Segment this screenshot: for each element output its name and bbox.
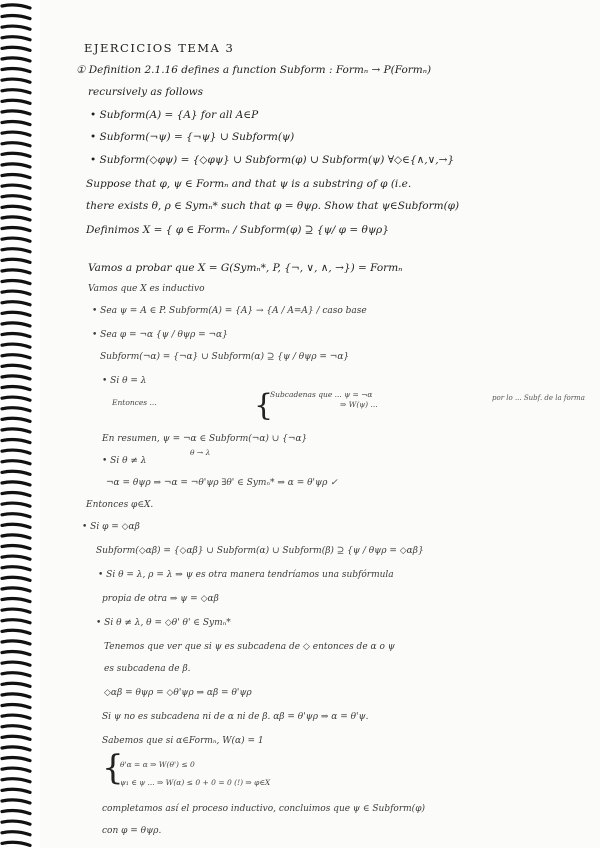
line-16: En resumen, ψ = ¬α ∈ Subform(¬α) ∪ {¬α} [102,434,308,444]
spiral-binding [0,0,36,848]
line-1: ① Definition 2.1.16 defines a function Subform : Formₙ → P(Formₙ) [76,64,432,76]
line-26: es subcadena de β. [104,664,191,674]
line-25: Tenemos que ver que si ψ es subcadena de ◇ entonces de α o ψ [104,642,395,652]
line-20: • Si φ = ◇αβ [82,522,140,532]
line-19: Entonces φ∈X. [86,500,154,510]
line-17: • Si θ ≠ λ [102,456,147,466]
line-18: ¬α = θψρ ⇒ ¬α = ¬θ'ψρ ∃θ' ∈ Symₙ* ⇒ α = θ'ψρ ✓ [106,478,338,488]
line-28: Si ψ no es subcadena ni de α ni de β. αβ = θ'ψρ ⇒ α = θ'ψ. [102,712,369,722]
note-psi: Subcadenas que ... ψ = ¬α [270,390,373,399]
line-11: • Sea ψ = A ∈ P. Subform(A) = {A} → {A / A=A} / caso base [92,306,367,316]
line-10: Vamos que X es inductivo [88,284,205,294]
line-7: there exists θ, ρ ∈ Symₙ* such that φ = θψρ. Show that ψ∈Subform(φ) [86,200,460,212]
line-3: • Subform(A) = {A} for all A∈P [90,109,259,121]
line-27: ◇αβ = θψρ = ◇θ'ψρ ⇒ αβ = θ'ψρ [104,688,252,698]
line-5: • Subform(◇φψ) = {◇φψ} ∪ Subform(φ) ∪ Subform(ψ) ∀◇∈{∧,∨,→} [90,154,455,166]
line-6: Suppose that φ, ψ ∈ Formₙ and that ψ is a substring of φ (i.e. [86,178,412,190]
notebook-page [40,0,600,848]
line-32: completamos así el proceso inductivo, concluimos que ψ ∈ Subform(φ) [102,804,426,814]
brace-1: { [254,388,274,423]
line-30: θ'α = α ⇒ W(θ') ≤ 0 [120,760,195,769]
line-2: recursively as follows [88,86,204,98]
page-title: EJERCICIOS TEMA 3 [84,41,235,55]
line-12: • Sea φ = ¬α {ψ / θψρ = ¬α} [92,330,228,340]
line-33: con φ = θψρ. [102,826,162,836]
brace-2: { [102,748,124,788]
line-21: Subform(◇αβ) = {◇αβ} ∪ Subform(α) ∪ Subform(β) ⊇ {ψ / θψρ = ◇αβ} [96,546,424,556]
note-result: ⇒ W(ψ) ... [340,400,378,409]
line-29: Sabemos que si α∈Formₙ, W(α) = 1 [102,736,264,746]
note-right: por lo ... Subf. de la forma [492,394,585,402]
line-14: • Si θ = λ [102,376,147,386]
line-22: • Si θ = λ, ρ = λ ⇒ ψ es otra manera tendríamos una subfórmula [98,570,394,580]
note-theta-rho: θ → λ [190,448,211,457]
line-13: Subform(¬α) = {¬α} ∪ Subform(α) ⊇ {ψ / θψρ = ¬α} [100,352,350,362]
line-31: ψ₁ ∈ ψ ... ⇒ W(α) ≤ 0 + 0 = 0 (!) ⇒ φ∈X [120,778,271,787]
line-24: • Si θ ≠ λ, θ = ◇θ' θ' ∈ Symₙ* [96,618,231,628]
line-4: • Subform(¬ψ) = {¬ψ} ∪ Subform(ψ) [90,131,295,143]
line-15: Entonces ... [112,398,157,407]
line-23: propia de otra ⇒ ψ = ◇αβ [102,594,219,604]
line-9: Vamos a probar que X = G(Symₙ*, P, {¬, ∨, ∧, →}) = Formₙ [88,262,403,274]
line-8: Definimos X = { φ ∈ Formₙ / Subform(φ) ⊇ {ψ/ φ = θψρ} [86,224,389,236]
